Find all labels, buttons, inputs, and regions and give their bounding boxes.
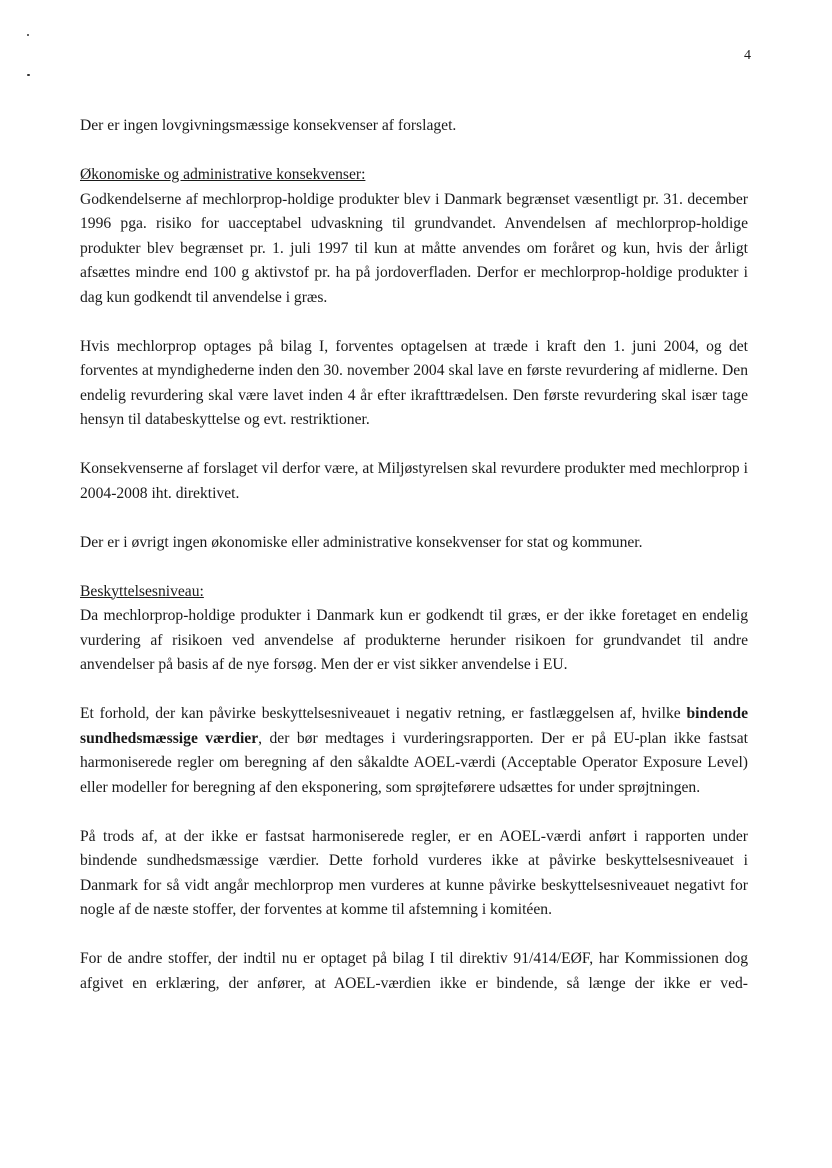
paragraph-inclusion-annex: Hvis mechlorprop optages på bilag I, forventes optagelsen at træde i kraft den 1. juni 2004, og det forventes at myndighederne inden den 30. november 2004 skal lave en første revurdering af midlerne. Den endelig revurdering skal være lavet inden 4 år efter ikrafttrædelsen. Den første revurdering skal især tage hensyn til databeskyttelse og evt. restriktioner. xyxy=(80,337,748,428)
document-body xyxy=(80,114,748,1045)
section-heading-economic: Økonomiske og administrative konsekvenser: xyxy=(80,166,366,183)
paragraph-aoel-value: På trods af, at der ikke er fastsat harmoniserede regler, er en AOEL-værdi anført i rapporten under bindende sundhedsmæssige værdier. Dette forhold vurderes ikke at påvirke beskyttelsesniveauet i Danmark for så vidt angår mechlorprop men vurderes at kunne påvirke beskyttelsesniveauet negativt for nogle af de næste stoffer, der forventes at komme til afstemning i komitéen. xyxy=(80,827,748,918)
section-protection-level xyxy=(80,580,748,678)
page-number: 4 xyxy=(744,48,751,63)
paragraph-consequences-revision: Konsekvenserne af forslaget vil derfor være, at Miljøstyrelsen skal revurdere produkter med mechlorprop i 2004-2008 iht. direktivet. xyxy=(80,460,748,502)
scan-dash xyxy=(27,74,30,76)
paragraph-protection-text: Da mechlorprop-holdige produkter i Danmark kun er godkendt til græs, er der ikke foretaget en endelig vurdering af risikoen ved anvendelse af produkterne herunder risikoen for grundvandet til andre anvendelser på basis af de nye forsøg. Men der er vist sikker anvendelse i EU. xyxy=(80,607,748,673)
paragraph-economic-text: Godkendelserne af mechlorprop-holdige produkter blev i Danmark begrænset væsentligt pr. 31. december 1996 pga. risiko for uacceptabel udvaskning til grundvandet. Anvendelsen af mechlorprop-holdige produkter blev begrænset pr. 1. juli 1997 til kun at måtte anvendes om foråret og kun, hvis der årligt afsættes mindre end 100 g aktivstof pr. ha på jordoverfladen. Derfor er mechlorprop-holdige produkter i dag kun godkendt til anvendelse i græs. xyxy=(80,190,748,306)
section-economic-consequences xyxy=(80,163,748,310)
bold-binding-health-values: bindende sundhedsmæssige værdier xyxy=(80,705,748,747)
paragraph-legal-consequences: Der er ingen lovgivningsmæssige konsekvenser af forslaget. xyxy=(80,117,457,134)
paragraph-other-substances: For de andre stoffer, der indtil nu er optaget på bilag I til direktiv 91/414/EØF, har Kommissionen dog afgivet en erklæring, der anfører, at AOEL-værdien ikke er bindende, så længe der ikke er ved- xyxy=(80,950,748,992)
paragraph-binding-values-start: Et forhold, der kan påvirke beskyttelsesniveauet i negativ retning, er fastlæggelsen af, hvilke xyxy=(80,705,687,722)
paragraph-binding-values xyxy=(80,702,748,800)
section-heading-protection: Beskyttelsesniveau: xyxy=(80,582,204,600)
scan-dot xyxy=(27,34,29,36)
paragraph-binding-values-end: , der bør medtages i vurderingsrapporten. Der er på EU-plan ikke fastsat harmoniserede regler om beregning af den såkaldte AOEL-værdi (Acceptable Operator Exposure Level) eller modeller for beregning af den eksponering, som sprøjteførere udsættes for under sprøjtningen. xyxy=(80,729,748,796)
paragraph-no-other-consequences: Der er i øvrigt ingen økonomiske eller administrative konsekvenser for stat og kommuner. xyxy=(80,533,643,551)
